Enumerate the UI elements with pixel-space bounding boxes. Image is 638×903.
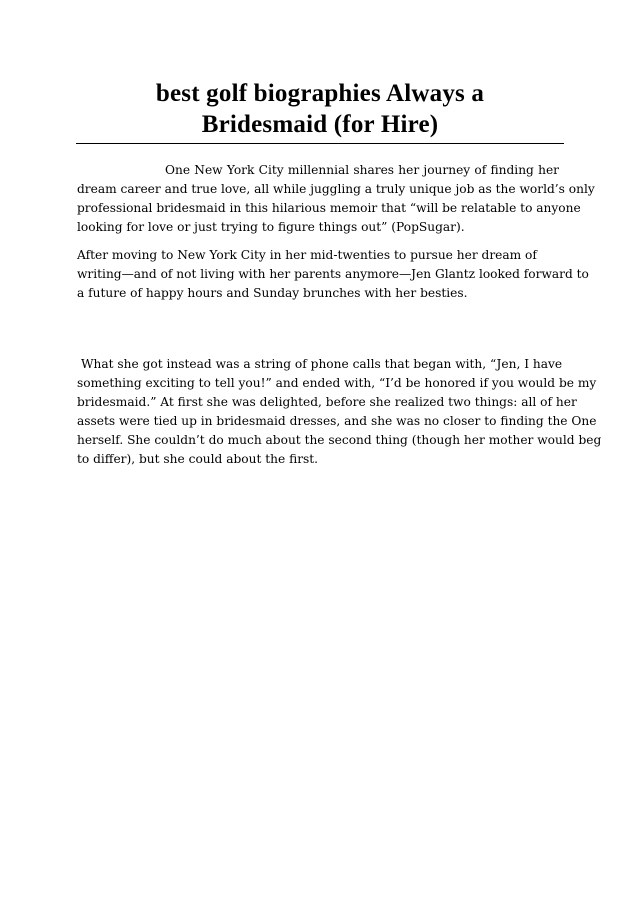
paragraph-instead — [77, 355, 602, 469]
title-line-1: best golf biographies Always a — [155, 80, 485, 107]
title-line-2: Bridesmaid (for Hire) — [201, 111, 439, 138]
paragraph-line: bridesmaid.” At first she was delighted, before she realized two things: all of her — [77, 395, 577, 409]
paragraph-line: a future of happy hours and Sunday brunches with her besties. — [77, 286, 468, 300]
paragraph-line: to differ), but she could about the first. — [77, 452, 319, 466]
paragraph-line: One New York City millennial shares her journey of finding her — [165, 163, 559, 177]
title-divider — [76, 143, 564, 144]
paragraph-line: professional bridesmaid in this hilarious memoir that “will be relatable to anyone — [77, 201, 581, 215]
paragraph-line: dream career and true love, all while juggling a truly unique job as the world’s only — [77, 182, 595, 196]
paragraph-line: assets were tied up in bridesmaid dresses, and she was no closer to finding the One — [77, 414, 597, 428]
paragraph-line: herself. She couldn’t do much about the second thing (though her mother would beg — [77, 433, 602, 447]
paragraph-line: looking for love or just trying to figure things out” (PopSugar). — [77, 220, 465, 234]
paragraph-intro — [77, 161, 595, 237]
paragraph-line: writing—and of not living with her parents anymore—Jen Glantz looked forward to — [77, 267, 589, 281]
document-title — [90, 78, 550, 140]
paragraph-line: something exciting to tell you!” and ended with, “I’d be honored if you would be my — [77, 376, 597, 390]
paragraph-line: What she got instead was a string of phone calls that began with, “Jen, I have — [81, 357, 563, 371]
paragraph-line: After moving to New York City in her mid-twenties to pursue her dream of — [77, 248, 537, 262]
paragraph-moving — [77, 246, 589, 303]
